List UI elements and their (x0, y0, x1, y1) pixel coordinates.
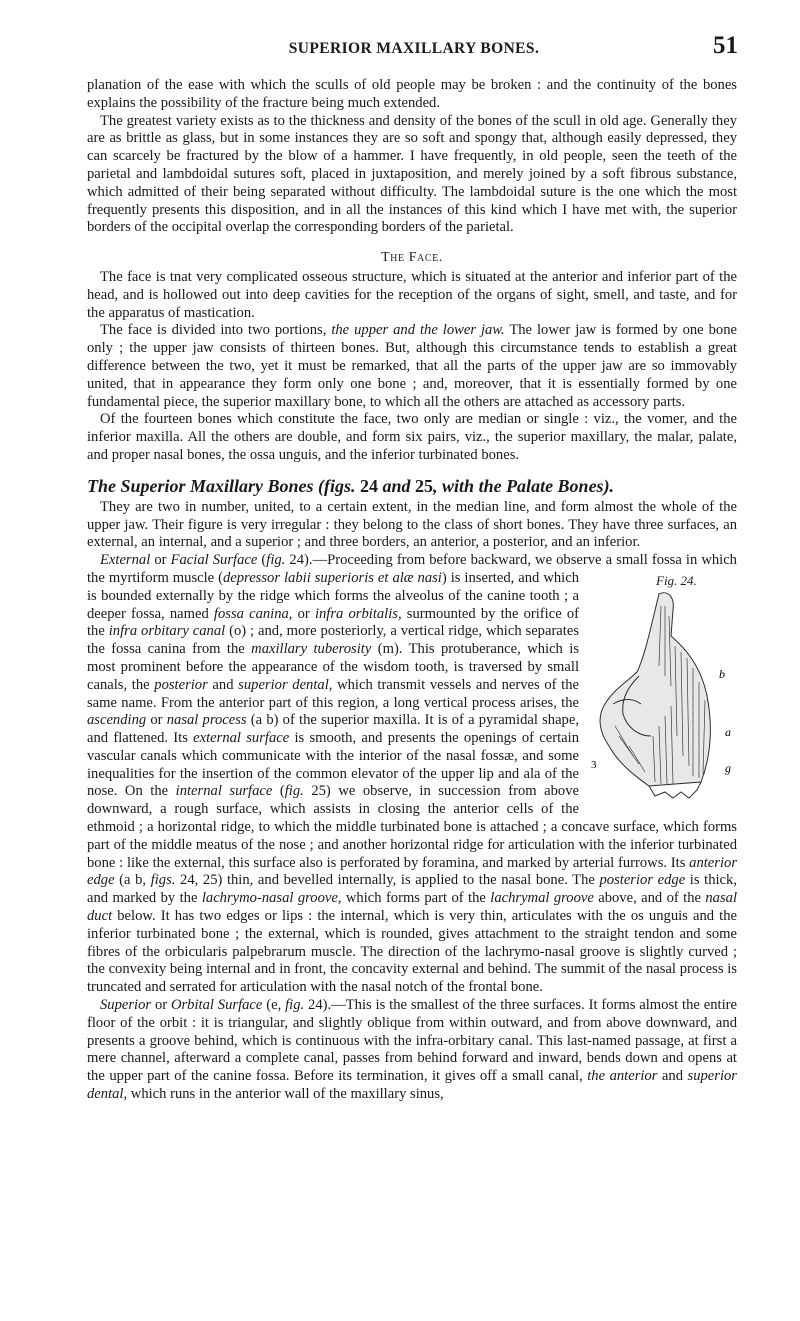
heading-run: and (378, 475, 416, 496)
text-run: above, and of the (593, 890, 706, 907)
italic-run: fossa canina, (213, 605, 293, 622)
italic-run: fig. (266, 552, 286, 569)
text-run: below. It has two edges or lips : the internal, which is very thin, articulates with the os unguis and the inferior turbinated bone ; the external, which is rounded, gives attachment to the straight tendon and some fibres of the orbicularis palpebrarum muscle. The direction of the lachrymo-nasal groove is slightly curved ; the convexity being internal and in front, the concavity external and behind. The summit of the nasal process is truncated and serrated for articulation with the nasal notch of the frontal bone. (87, 908, 737, 996)
paragraph: The face is tnat very complicated osseous structure, which is situated at the anterior and inferior part of the head, and is hollowed out into deep cavities for the reception of the organs of sight, smell, and taste, and for the apparatus of mastication. (87, 268, 737, 321)
italic-run: depressor labii superioris et alæ nasi (222, 569, 442, 586)
italic-run: the upper and the lower jaw. (331, 322, 505, 339)
italic-run: nasal process (166, 712, 247, 729)
figure-24 (589, 572, 739, 808)
italic-run: maxillary tuberosity (251, 641, 372, 658)
text-run: ( (272, 783, 285, 800)
heading-run: The Superior Maxillary Bones ( (87, 475, 325, 496)
text-run: and (657, 1068, 688, 1085)
text-run: or (151, 997, 171, 1014)
italic-run: superior dental, (238, 676, 333, 693)
text-run: 25) we observe, in succession from above downward, a rough surface, which assists in closing the anterior cells of the ethmoid ; a horizontal ridge, to which the middle turbinated bone is attached ; a concave surface, which forms part of the middle meatus of the nose ; and another horizontal ridge for articulation with the inferior turbinated bone : like the external, this surface also is perforated by foramina, and marked by arterial furrows. Its (87, 783, 737, 871)
figure-letter: b (719, 666, 725, 681)
text-run: is smooth, and presents the openings of certain vascular canals which communicate with the interior of the nasal fossæ, and some inequalities for the insertion of the common elevator of the upper lip and ala of the nose. On the (87, 730, 579, 800)
italic-run: fig. (284, 783, 304, 800)
text-run: which transmit vessels and nerves of the same name. From the anterior part of this region, a long vertical process arises, the (87, 676, 579, 711)
section-heading-face: The Face. (381, 249, 443, 265)
italic-run: nasal duct (87, 890, 737, 925)
italic-run: infra orbitary canal (108, 623, 226, 640)
italic-run: fig. (285, 997, 305, 1014)
text-run: (a b) of the superior maxilla. It is of a pyramidal shape, and flattened. Its (87, 712, 579, 747)
paragraph (87, 997, 737, 1104)
text-run: 24).—Proceeding from before backward, we observe a small fossa in which the myrtiform muscle ( (87, 552, 737, 586)
figure-letter: 3 (591, 758, 597, 771)
text-run: or (146, 712, 167, 729)
text-run: (o) ; and, more posteriorly, a vertical ridge, which separates the fossa canina from the (87, 623, 580, 658)
text-run: (a b, (114, 872, 151, 889)
text-run: or (292, 605, 315, 622)
paragraph (87, 322, 737, 411)
italic-run: anterior edge (87, 854, 737, 889)
heading-run: figs. (324, 475, 356, 496)
text-run: The lower jaw is formed by one bone only ; the upper jaw consists of thirteen bones. But, although this circumstance tends to establish a great difference between the two, yet it must be remarked, that all the parts of the upper jaw are so immovably united, that in appearance they form only one bone ; and, moreover, that it is essentially formed by one fundamental piece, the superior maxillary bone, to which all the others are attached as accessory parts. (87, 322, 737, 410)
page-header (88, 32, 740, 59)
text-run: ) is inserted, and which is bounded externally by the ridge which forms the alveolus of the canine tooth ; a deeper fossa, named (87, 569, 579, 622)
italic-run: internal surface (175, 783, 273, 800)
figure-letter: a (725, 724, 731, 739)
italic-run: external surface (193, 730, 290, 747)
italic-run: infra orbitalis, (314, 605, 402, 622)
italic-run: the anterior (587, 1068, 658, 1085)
paragraph (87, 552, 737, 997)
figure-label: Fig. 24. (656, 572, 697, 588)
italic-run: Superior (100, 997, 152, 1014)
body-text (87, 77, 737, 1104)
text-run: which forms part of the (341, 890, 491, 907)
paragraph: They are two in number, united, to a certain extent, in the median line, and form almost the whole of the upper jaw. Their figure is very irregular : they belong to the class of short bones. They have three surfaces, an external, an internal, and a superior ; and three borders, an anterior, a posterior, and an inferior. (87, 498, 737, 551)
paragraph: planation of the ease with which the sculls of old people may be broken : and the continuity of the bones explains the possibility of the fracture being much extended. (87, 77, 737, 111)
maxilla-illustration (589, 586, 739, 806)
text-run: The face is divided into two portions, (100, 322, 332, 339)
italic-run: superior dental, (87, 1068, 737, 1103)
text-run: which runs in the anterior wall of the maxillary sinus, (127, 1086, 444, 1103)
italic-run: Facial Surface (170, 552, 258, 569)
text-run: 24).—This is the smallest of the three surfaces. It forms almost the entire floor of the orbit : it is triangular, and slightly oblique from within outward, and from above downward, and presents a groove behind, which is continuous with the infra-orbitary canal. This last-named passage, at first a mere channel, afterward a complete canal, passes from behind forward and inward, bends down and opens at the upper part of the canine fossa. Before its termination, it gives off a small canal, (87, 997, 737, 1085)
text-run: surmounted by the orifice of the (87, 605, 579, 640)
main-heading (87, 475, 737, 498)
italic-run: figs. (150, 872, 176, 889)
text-run: (e, (262, 997, 286, 1014)
text-run: or (150, 552, 171, 569)
italic-run: posterior (154, 676, 208, 693)
heading-run: , with the Palate Bones). (433, 475, 615, 496)
text-run: ( (257, 552, 267, 569)
italic-run: lachrymal groove (490, 890, 594, 907)
paragraph: The greatest variety exists as to the thickness and density of the bones of the scull in old age. Generally they are as brittle as glass, but in some instances they are so soft and spongy that, although easily depressed, they can scarcely be fractured by the blow of a hammer. I have frequently, in old people, seen the teeth of the parietal and lambdoidal sutures soft, placed in juxtaposition, and merely joined by a soft fibrous substance, which admitted of their being separated without difficulty. The lambdoidal suture is the one which the most frequently presents this disposition, and in all the instances of this kind which I have met with, the superior borders of the occipital overlap the corresponding borders of the parietal. (87, 112, 737, 236)
heading-run: 25 (415, 475, 434, 496)
italic-run: Orbital Surface (170, 997, 263, 1014)
figure-letter: g (725, 760, 731, 775)
text-run: 24, 25) thin, and bevelled internally, is applied to the nasal bone. The (175, 872, 600, 889)
text-run: and (207, 676, 239, 693)
text-run: is thick, and marked by the (87, 872, 737, 907)
text-run: (m). This protuberance, which is most prominent before the appearance of the wisdom tooth, is traversed by small canals, the (87, 641, 580, 693)
page-number: 51 (713, 32, 738, 59)
italic-run: lachrymo-nasal groove, (201, 890, 342, 907)
heading-run: 24 (355, 475, 379, 496)
italic-run: ascending (87, 712, 147, 729)
running-title: SUPERIOR MAXILLARY BONES. (288, 40, 540, 57)
paragraph: Of the fourteen bones which constitute the face, two only are median or single : viz., the vomer, and the inferior maxilla. All the others are double, and form six pairs, viz., the superior maxillary, the malar, palate, and proper nasal bones, the ossa unguis, and the inferior turbinated bones. (87, 411, 737, 463)
italic-run: External (100, 552, 151, 569)
italic-run: posterior edge (599, 872, 686, 889)
